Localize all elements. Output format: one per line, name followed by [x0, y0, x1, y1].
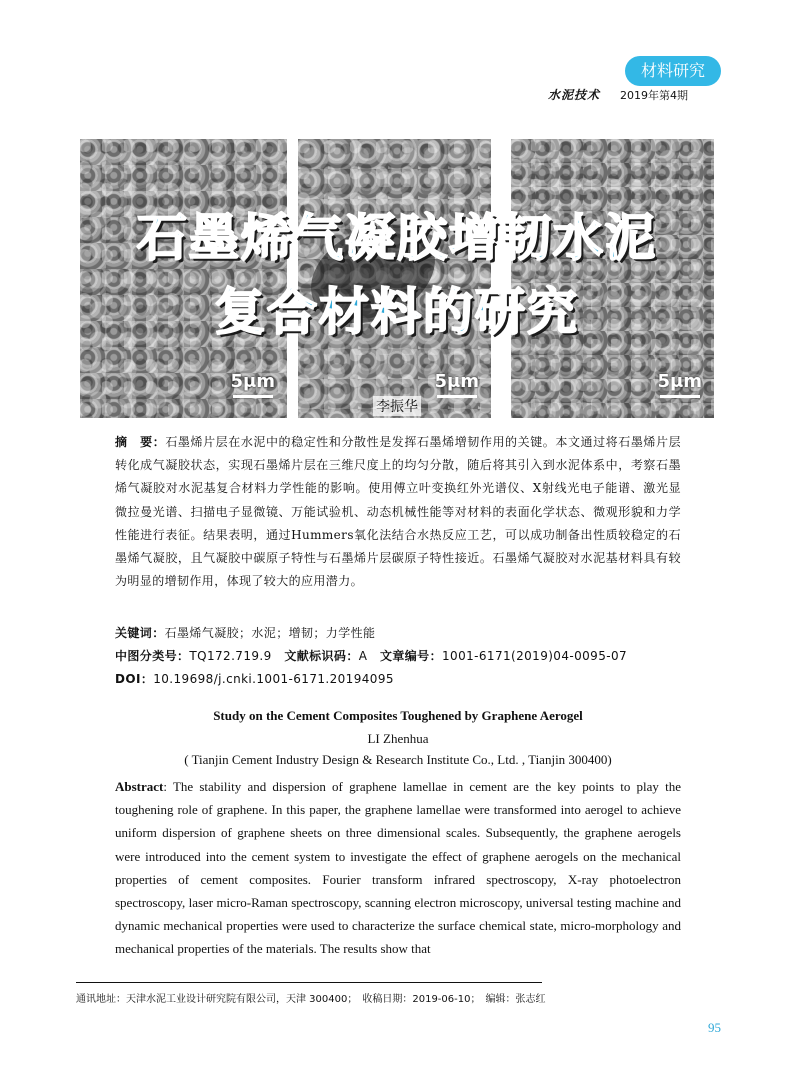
doi-value[interactable]: 10.19698/j.cnki.1001-6171.20194095 [153, 672, 394, 686]
keywords-label: 关键词： [115, 626, 165, 640]
footer-note: 通讯地址：天津水泥工业设计研究院有限公司，天津 300400； 收稿日期：2019-06-10； 编辑：张志红 [76, 994, 546, 1005]
article-title-line-1: 石墨烯气凝胶增韧水泥 [137, 209, 657, 267]
abstract-cn-text: 石墨烯片层在水泥中的稳定性和分散性是发挥石墨烯增韧作用的关键。本文通过将石墨烯片层转化成气凝胶状态，实现石墨烯片层在三维尺度上的均匀分散，随后将其引入到水泥体系中，考察石墨烯气凝胶对水泥基复合材料力学性能的影响。使用傅立叶变换红外光谱仪、X射线光电子能谱、激光显微拉曼光谱、扫描电子显微镜、万能试验机、动态机械性能等对材料的表面化学状态、微观形貌和力学性能进行表征。结果表明，通过Hummers氧化法结合水热反应工艺，可以成功制备出性质较稳定的石墨烯气凝胶，且气凝胶中碳原子特性与石墨烯片层碳原子特性接近。石墨烯气凝胶对水泥基材料具有较为明显的增韧作用，体现了较大的应用潜力。 [115, 435, 681, 589]
abstract-cn-label: 摘 要： [115, 435, 166, 449]
scale-label: 5μm [434, 371, 479, 392]
article-title-line-2: 复合材料的研究 [215, 283, 579, 341]
scale-bar [233, 395, 273, 398]
scale-label: 5μm [657, 371, 702, 392]
author-name: 李振华 [373, 396, 421, 416]
page-number: 95 [708, 1020, 721, 1035]
journal-issue: 2019年第4期 [620, 89, 688, 102]
journal-name: 水泥技术 [548, 88, 601, 102]
doc-code-value: A [358, 649, 368, 663]
scale-bar [437, 395, 477, 398]
footer-rule [76, 982, 542, 983]
section-tag: 材料研究 [625, 56, 721, 86]
english-author: LI Zhenhua [367, 731, 429, 746]
clc-label: 中图分类号： [115, 649, 190, 663]
classification-line [115, 645, 681, 668]
clc-value: TQ172.719.9 [189, 649, 272, 663]
article-number-label: 文章编号： [379, 649, 442, 663]
scale-label: 5μm [230, 371, 275, 392]
doc-code-label: 文献标识码： [284, 649, 359, 663]
english-title: Study on the Cement Composites Toughened by Graphene Aerogel [213, 708, 583, 723]
abstract-cn [115, 431, 681, 593]
doi-label: DOI： [115, 672, 154, 686]
doi-line [115, 668, 681, 691]
english-abstract [115, 775, 681, 961]
english-abstract-label: Abstract [115, 779, 164, 794]
article-number-value: 1001-6171(2019)04-0095-07 [442, 649, 628, 663]
keywords [115, 622, 681, 645]
scale-bar [660, 395, 700, 398]
english-abstract-text: : The stability and dispersion of graphene lamellae in cement are the key points to play the toughening role of graphene. In this paper, the graphene lamellae were transformed into aerogel to achieve uniform dispersion of graphene sheets on three dimensional scales. Subsequently, the graphene aerogels were introduced into the cement system to investigate the effect of graphene aerogels on the mechanical properties of cement composites. Fourier transform infrared spectroscopy, X-ray photoelectron spectroscopy, laser micro-Raman spectroscopy, scanning electron microscopy, universal testing machine and dynamic mechanical properties were used to characterize the surface chemical state, micro-morphology and mechanical properties of the materials. The results show that [115, 779, 681, 957]
english-affiliation: ( Tianjin Cement Industry Design & Research Institute Co., Ltd. , Tianjin 300400) [184, 752, 612, 767]
keywords-text: 石墨烯气凝胶；水泥；增韧；力学性能 [164, 626, 376, 640]
